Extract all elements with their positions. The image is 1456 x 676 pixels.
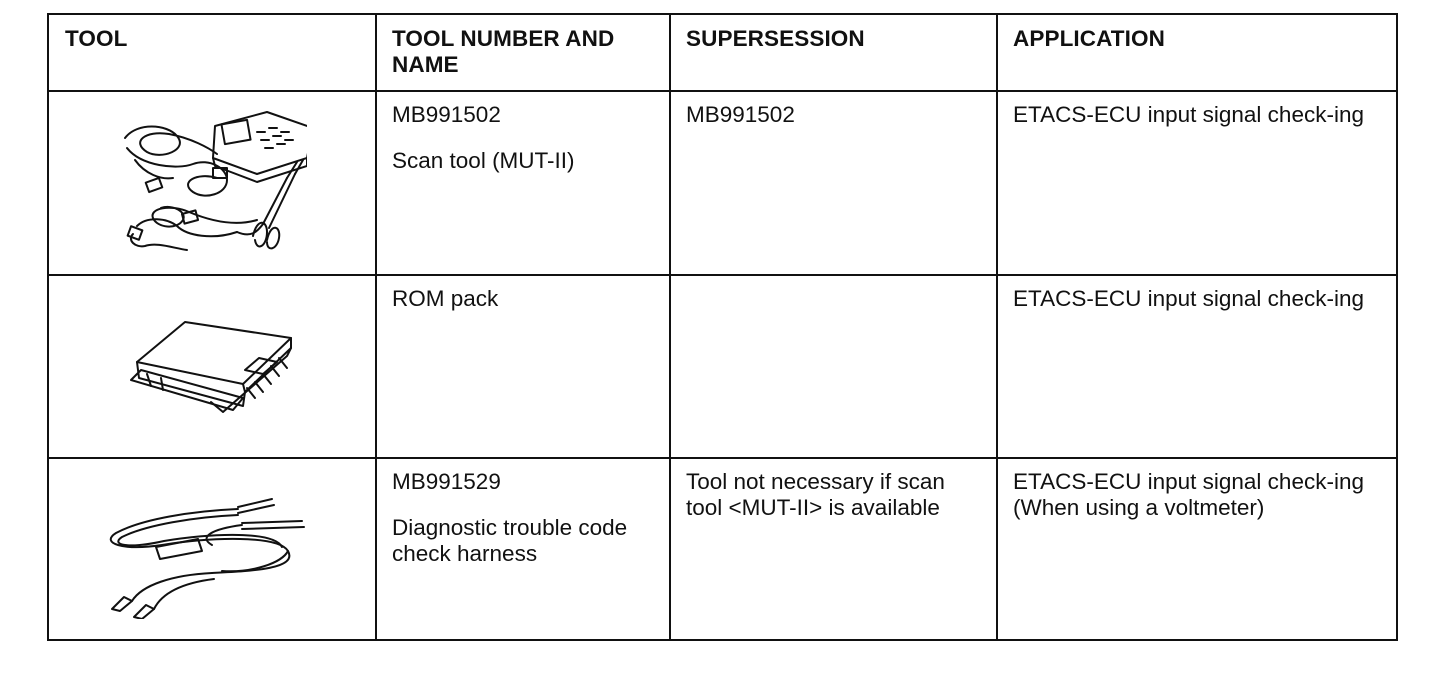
supersession-cell — [671, 92, 998, 274]
supersession-value: Tool not necessary if scan tool <MUT-II> is available — [686, 469, 945, 520]
application-cell — [998, 276, 1396, 457]
tool-number: MB991529 — [392, 469, 501, 494]
tool-name: Diagnostic trouble code check harness — [392, 515, 628, 566]
header-application: APPLICATION — [1013, 26, 1165, 51]
tool-number-name-cell — [377, 276, 671, 457]
scan-tool-illustration — [117, 108, 307, 258]
application-cell — [998, 459, 1396, 641]
tool-number-name-cell — [377, 92, 671, 274]
rom-pack-illustration — [127, 314, 297, 418]
header-supersession: SUPERSESSION — [671, 15, 998, 90]
application-value: ETACS-ECU input signal check-ing — [1013, 286, 1364, 311]
special-tools-table — [47, 13, 1398, 641]
header-tool-number-and-name: TOOL NUMBER AND NAME — [377, 15, 671, 90]
tool-image-cell — [49, 459, 377, 641]
tool-name: ROM pack — [392, 286, 499, 311]
supersession-cell — [671, 459, 998, 641]
supersession-value: MB991502 — [686, 102, 795, 127]
table-row — [49, 459, 1396, 641]
table-row — [49, 92, 1396, 276]
table-header-row — [49, 15, 1396, 92]
supersession-cell — [671, 276, 998, 457]
table-row — [49, 276, 1396, 459]
application-cell — [998, 92, 1396, 274]
application-value: ETACS-ECU input signal check-ing — [1013, 102, 1364, 127]
tool-image-cell — [49, 276, 377, 457]
tool-image-cell — [49, 92, 377, 274]
tool-name: Scan tool (MUT-II) — [392, 148, 575, 173]
tool-number-name-cell — [377, 459, 671, 641]
check-harness-illustration — [102, 489, 322, 619]
tool-number: MB991502 — [392, 102, 501, 127]
application-value: ETACS-ECU input signal check-ing (When using a voltmeter) — [1013, 469, 1364, 520]
header-tool: TOOL — [49, 15, 377, 90]
